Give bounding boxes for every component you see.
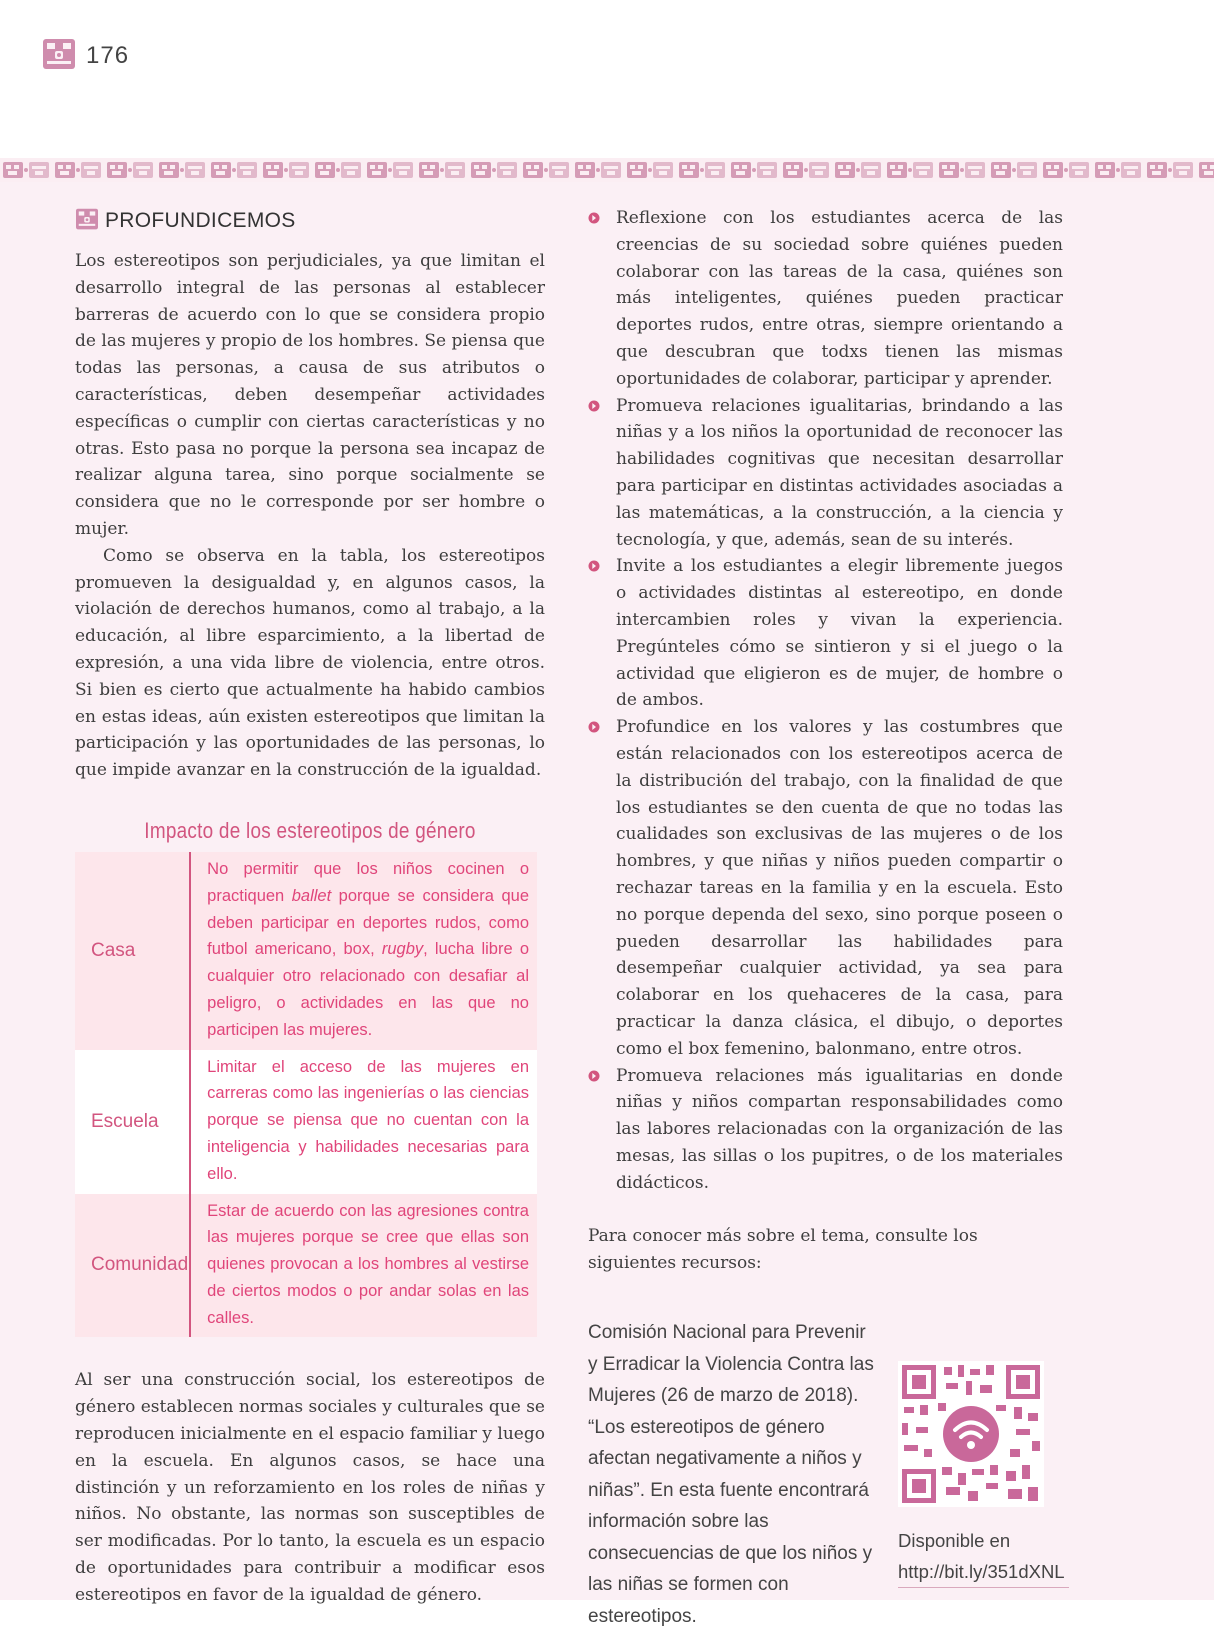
table-description: Estar de acuerdo con las agresiones contra las mujeres porque se cree que ellas son quienes provocan a los hombres al vestirse de ciertos modos o por andar solas en las calles. (207, 1201, 529, 1327)
circle-arrow-icon (588, 1070, 600, 1082)
table-row (75, 1194, 537, 1338)
table-description: Limitar el acceso de las mujeres en carreras como las ingenierías o las ciencias porque se piensa que no cuentan con la inteligencia y habilidades necesarias para ello. (207, 1057, 529, 1183)
table-category: Escuela (75, 1050, 190, 1194)
section-title: PROFUNDICEMOS (105, 209, 296, 232)
list-item (588, 714, 1063, 1062)
list-item (588, 553, 1063, 714)
page-header (0, 0, 1214, 160)
resource-description: Comisión Nacional para Prevenir y Erradicar la Violencia Contra las Mujeres (26 de marzo de 2018). “Los estereotipos de género afectan negativamente a niños y niñas”. En esta fuente encontrará información sobre las consecuencias de que los niños y las niñas se formen con estereotipos. (588, 1322, 874, 1627)
recommendations-list (588, 205, 1063, 1196)
paragraph: Al ser una construcción social, los estereotipos de género establecen normas sociales y culturales que se reproducen inicialmente en el espacio familiar y luego en la escuela. En algunos casos, se hace una distinción y un reforzamiento en los roles de niñas y niños. No obstante, las normas son susceptibles de ser modificadas. Por lo tanto, la escuela es un espacio de oportunidades para contribuir a modificar esos estereotipos en favor de la igualdad de género. (75, 1370, 545, 1605)
circle-arrow-icon (588, 560, 600, 572)
resources-intro: Para conocer más sobre el tema, consulte los siguientes recursos: (588, 1226, 978, 1274)
list-item-text: Invite a los estudiantes a elegir libremente juegos o actividades distintas al estereotipo, en donde intercambien roles y vivan la experiencia. Pregúnteles cómo se sintieron y si el juego o la actividad que eligieron es de mujer, de hombre o de ambos. (616, 556, 1063, 711)
desc-text: , lucha libre o cualquier otro relacionado con desafiar al peligro, o actividades en las que no participen las mujeres. (207, 940, 529, 1039)
table-description (190, 852, 537, 1050)
availability-label: Disponible en (898, 1530, 1011, 1552)
table-row (75, 852, 537, 1050)
paragraph: Como se observa en la tabla, los estereotipos promueven la desigualdad y, en algunos casos, la violación de derechos humanos, como al trabajo, a la educación, al libre esparcimiento, a la libertad de expresión, a una vida libre de violencia, entre otros. Si bien es cierto que actualmente ha habido cambios en estas ideas, aún existen estereotipos que limitan la participación y las oportunidades de las personas, lo que impide avanzar en la construcción de la igualdad. (75, 545, 545, 781)
list-item-text: Reflexione con los estudiantes acerca de las creencias de su sociedad sobre quiénes pueden colaborar con las tareas de la casa, quiénes son más inteligentes, quiénes pueden practicar deportes rudos, entre otras, siempre orientando a que descubran que todxs tienen las mismas oportunidades de colaborar, participar y aprender. (616, 208, 1063, 389)
section-heading (75, 208, 545, 234)
list-item-text: Promueva relaciones más igualitarias en donde niñas y niños compartan responsabilidades como las labores relacionadas con la organización de las mesas, las sillas o los pupitres, o de los materiales didácticos. (616, 1065, 1063, 1193)
list-item-text: Promueva relaciones igualitarias, brindando a las niñas y a los niños la oportunidad de reconocer las habilidades cognitivas que necesitan desarrollar para participar en distintas actividades asociadas a las matemáticas, a la construcción, a la ciencia y tecnología, y que, además, sean de su interés. (616, 395, 1063, 550)
list-item (588, 1063, 1063, 1197)
desc-text: No permitir que los niños cocinen o practiquen (207, 859, 529, 905)
list-item (588, 393, 1063, 554)
page-number-block (42, 38, 129, 74)
table-category: Comunidad (75, 1194, 190, 1338)
list-item-text: Profundice en los valores y las costumbres que están relacionados con los estereotipos acerca de la distribución del trabajo, con la finalidad de que los estudiantes se den cuenta de que no todas las cualidades son exclusivas de las mujeres o de los hombres, y que niñas y niños pueden compartir o rechazar tareas en la familia y en la escuela. Esto no porque dependa del sexo, sino porque poseen o pueden desarrollar las habilidades para desempeñar cualquier actividad, ya sea para colaborar en los quehaceres de la casa, para practicar la danza clásica, el dibujo, o deportes como el box femenino, balonmano, entre otros. (616, 717, 1063, 1059)
table-title: Impacto de los estereotipos de género (144, 817, 476, 843)
mayan-glyph-icon (75, 208, 99, 234)
circle-arrow-icon (588, 721, 600, 733)
list-item (588, 205, 1063, 393)
decorative-border (0, 158, 1214, 182)
right-column (588, 205, 1065, 1627)
resource-link[interactable]: http://bit.ly/351dXNL (898, 1556, 1069, 1588)
page-number: 176 (86, 42, 130, 69)
desc-emphasis: ballet (291, 886, 332, 905)
qr-code-icon[interactable] (898, 1361, 1044, 1507)
left-column (75, 205, 545, 1609)
mayan-glyph-icon (42, 38, 76, 74)
stereotypes-table (75, 852, 537, 1338)
circle-arrow-icon (588, 212, 600, 224)
resource-block (588, 1317, 1065, 1627)
desc-text: porque se considera que deben participar en deportes rudos, como futbol americano, box, (207, 886, 529, 959)
table-row (75, 1050, 537, 1194)
circle-arrow-icon (588, 400, 600, 412)
table-category: Casa (75, 852, 190, 1050)
paragraph: Los estereotipos son perjudiciales, ya que limitan el desarrollo integral de las personas al establecer barreras de acuerdo con lo que se considera propio de las mujeres y propio de los hombres. Se piensa que todas las personas, a causa de sus atributos o características, deben desempeñar actividades específicas o cumplir con ciertas características y no otras. Esto pasa no porque la persona sea incapaz de realizar alguna tarea, sino porque socialmente se considera que no le corresponde por ser hombre o mujer. (75, 251, 545, 539)
availability (898, 1525, 1069, 1588)
desc-emphasis: rugby (381, 940, 424, 959)
